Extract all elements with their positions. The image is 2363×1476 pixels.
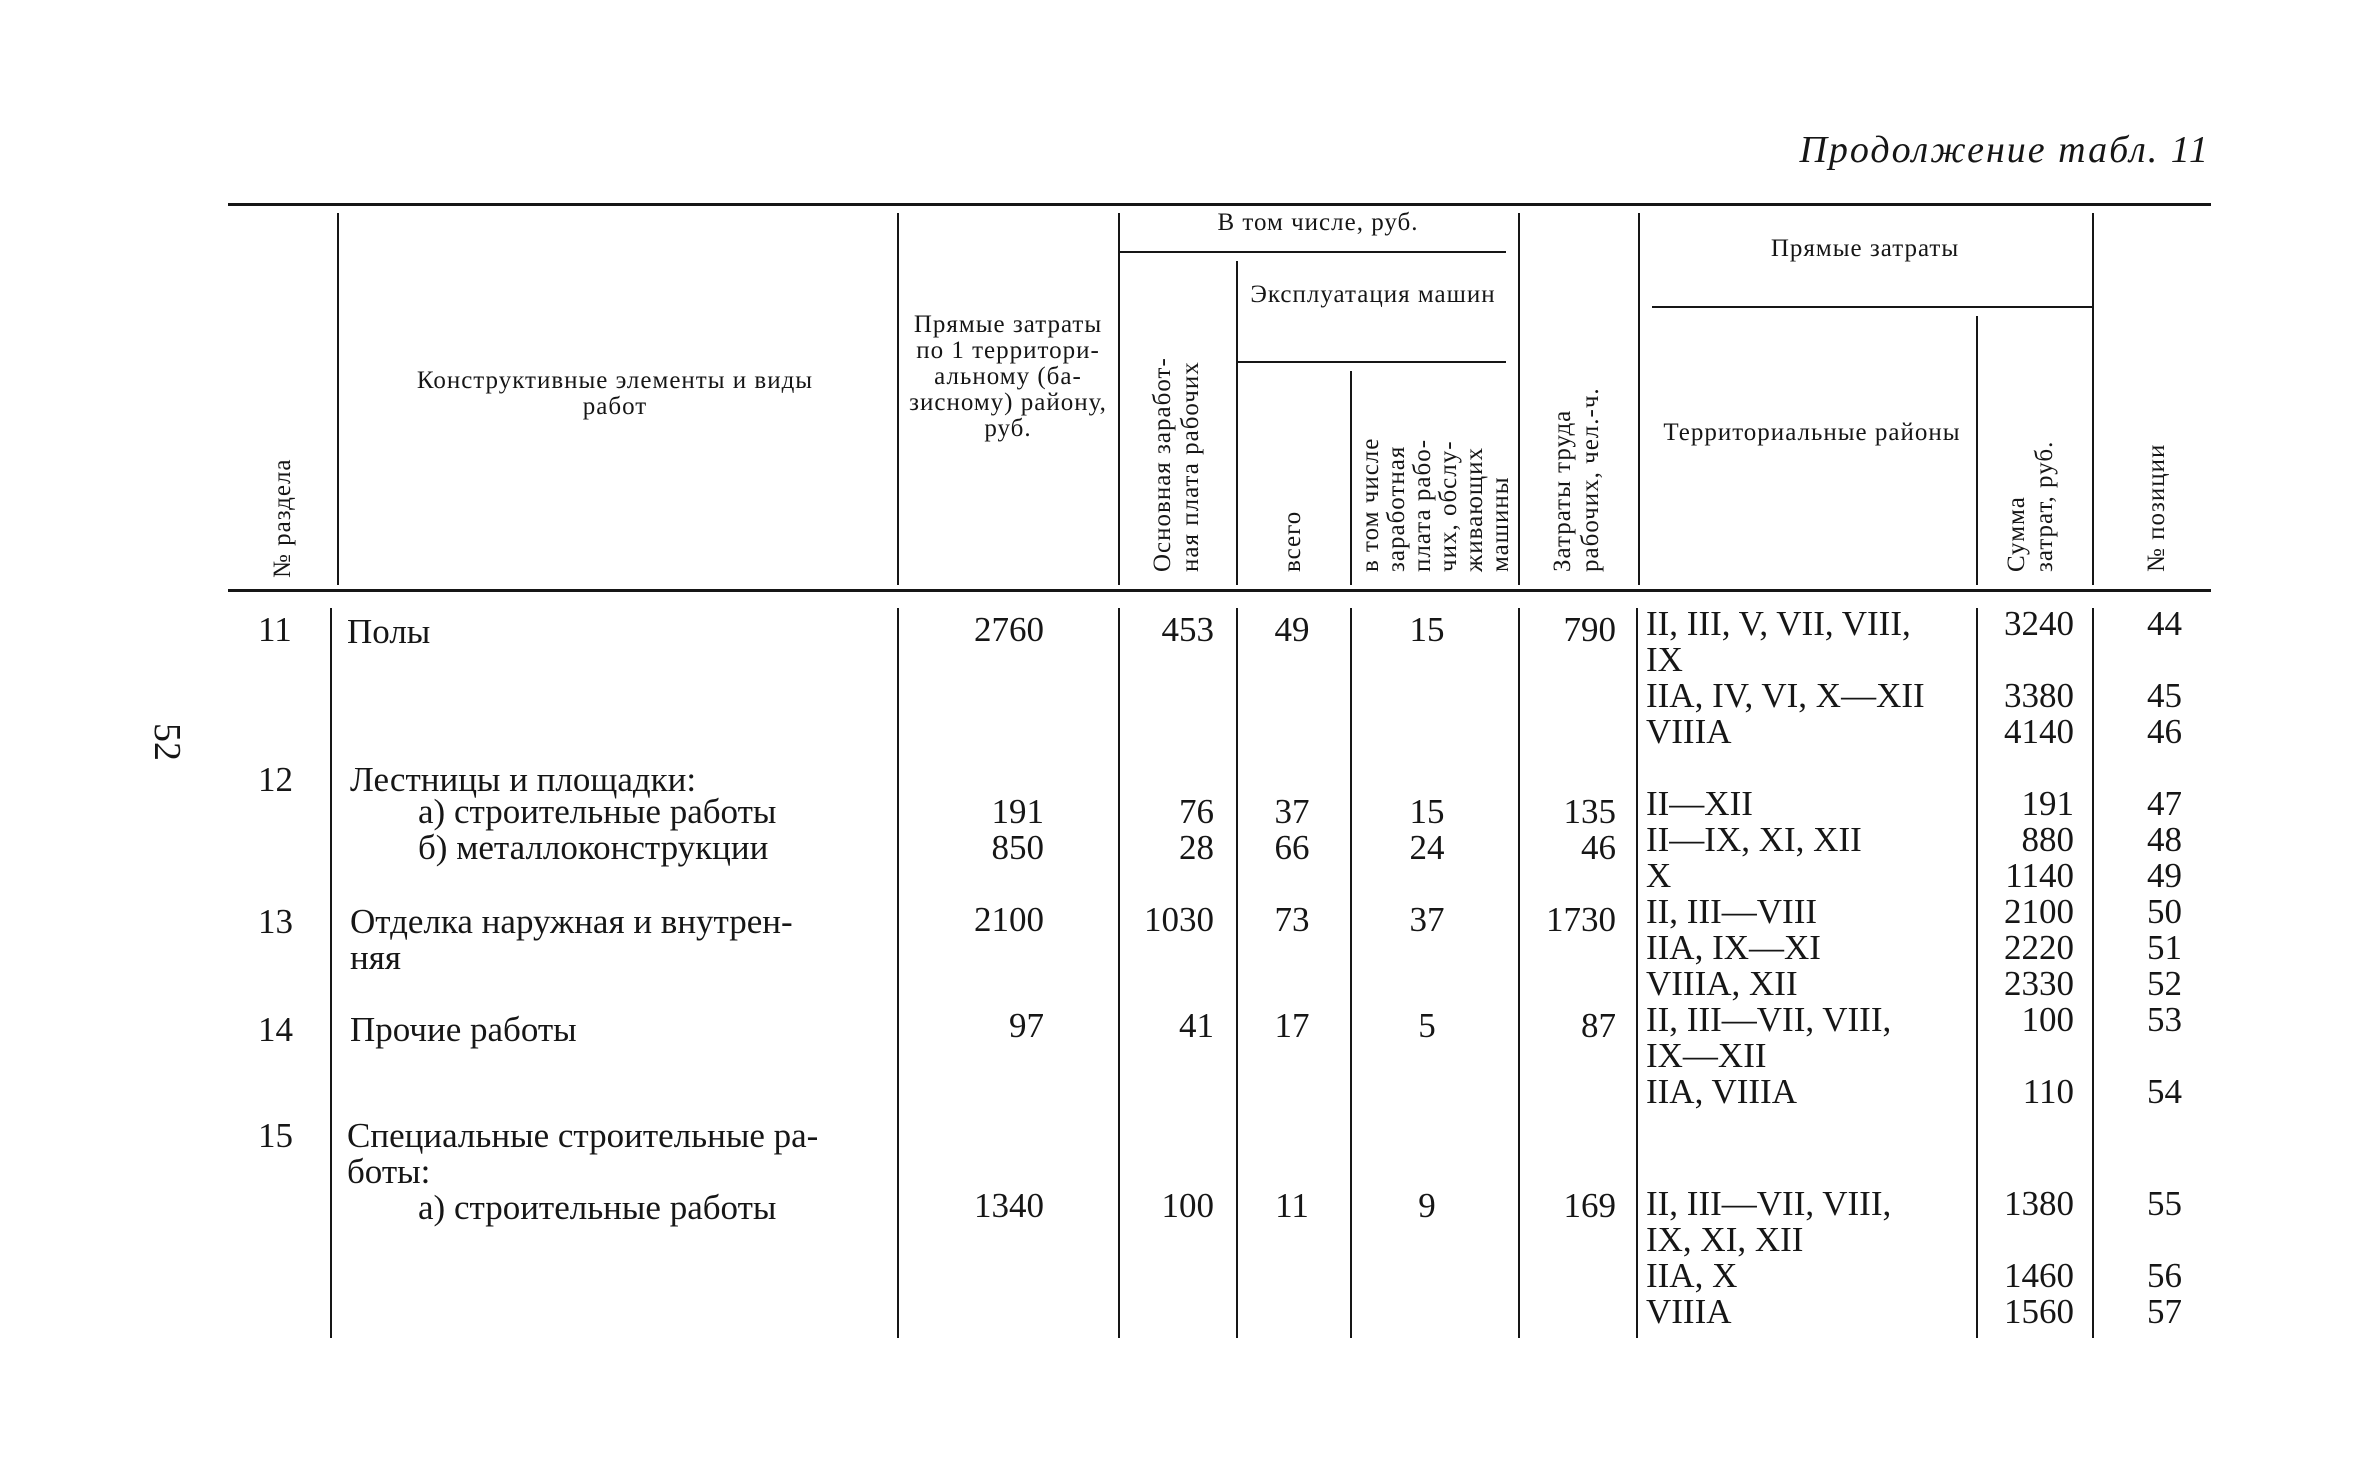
position-no: 47 [2147,784,2182,823]
page-number: 52 [146,723,188,761]
position-no: 49 [2147,856,2182,895]
work-name-cont: боты: [347,1152,431,1191]
header-col-divider [1976,316,1978,585]
sum-cost: 880 [2021,820,2074,859]
region-list: VIIIA [1646,712,1732,751]
machine-wage: 5 [1418,1006,1436,1045]
body-col-divider [1636,608,1638,1338]
direct-cost: 2760 [974,610,1044,649]
header-sum-costs-line2: затрат, руб. [2031,440,2058,572]
header-incl-wage-line2: заработная [1383,445,1410,572]
header-col-divider [1518,213,1520,585]
direct-cost: 850 [991,828,1044,867]
position-no: 45 [2147,676,2182,715]
region-list: II—XII [1646,784,1753,823]
work-name: Полы [347,612,431,651]
header-machine-operation: Эксплуатация машин [1250,281,1496,308]
position-no: 57 [2147,1292,2182,1331]
position-no: 53 [2147,1000,2182,1039]
machine-total: 11 [1275,1186,1309,1225]
base-wage: 100 [1161,1186,1214,1225]
position-no: 54 [2147,1072,2182,1111]
sum-cost: 110 [2022,1072,2074,1111]
machine-total: 66 [1274,828,1310,867]
body-col-divider [1518,608,1520,1338]
region-list: II, III—VII, VIII, [1646,1184,1892,1223]
position-no: 56 [2147,1256,2182,1295]
sum-cost: 2330 [2004,964,2074,1003]
sum-cost: 3240 [2004,604,2074,643]
header-direct-costs-zone1: Прямые затраты по 1 территори-альному (ба-зисному) району, руб. [909,311,1107,442]
header-incl-wage-line4: чих, обслу- [1435,440,1462,572]
header-col-divider [1236,261,1238,585]
header-position-no: № позиции [2143,443,2170,572]
position-no: 50 [2147,892,2182,931]
header-col-divider [1638,213,1640,585]
base-wage: 28 [1179,828,1214,867]
body-col-divider [1350,608,1352,1338]
region-list: IIA, X [1646,1256,1738,1295]
region-list-cont: IX—XII [1646,1036,1767,1075]
header-base-wage-line2: ная плата рабочих [1177,361,1204,572]
header-bottom-rule [228,589,2211,592]
machine-wage: 15 [1409,610,1445,649]
header-col-divider [1118,213,1120,585]
header-incl-wage-line3: плата рабо- [1409,438,1436,572]
header-including-rub: В том числе, руб. [1217,209,1419,236]
region-list: IIA, IV, VI, X—XII [1646,676,1925,715]
section-no: 11 [258,610,292,649]
section-no: 13 [258,902,293,941]
section-no: 12 [258,760,293,799]
region-list: IIA, IX—XI [1646,928,1821,967]
header-sum-costs-line1: Сумма [2003,496,2030,572]
work-name: Отделка наружная и внутрен- [350,902,793,941]
position-no: 46 [2147,712,2182,751]
body-col-divider [1236,608,1238,1338]
sum-cost: 191 [2021,784,2074,823]
base-wage: 41 [1179,1006,1214,1045]
header-col-divider [2092,213,2094,585]
header-machine-total: всего [1279,510,1306,572]
machine-wage: 24 [1409,828,1445,867]
direct-cost: 1340 [974,1186,1044,1225]
region-list: II, III—VII, VIII, [1646,1000,1892,1039]
labor-cost: 169 [1563,1186,1616,1225]
region-list-cont: IX, XI, XII [1646,1220,1804,1259]
header-incl-wage-line6: машины [1487,476,1514,572]
machine-total: 73 [1274,900,1310,939]
direct-cost: 97 [1009,1006,1044,1045]
machine-total: 37 [1274,792,1310,831]
header-labor-costs-line2: рабочих, чел.-ч. [1577,387,1604,572]
machine-wage: 15 [1409,792,1445,831]
body-col-divider [1118,608,1120,1338]
direct-cost: 2100 [974,900,1044,939]
sum-cost: 2220 [2004,928,2074,967]
body-col-divider [330,608,332,1338]
work-name: Лестницы и площадки: [350,760,697,799]
header-col-divider [897,213,899,585]
base-wage: 76 [1179,792,1214,831]
machine-total: 17 [1274,1006,1310,1045]
sum-cost: 4140 [2004,712,2074,751]
section-no: 15 [258,1116,293,1155]
base-wage: 1030 [1144,900,1214,939]
body-col-divider [897,608,899,1338]
table-continuation-caption: Продолжение табл. 11 [1799,129,2210,171]
region-list: II, III, V, VII, VIII, [1646,604,1911,643]
labor-cost: 135 [1563,792,1616,831]
header-elements: Конструктивные элементы и виды работ [416,367,814,420]
position-no: 44 [2147,604,2182,643]
sum-cost: 2100 [2004,892,2074,931]
direct-cost: 191 [991,792,1044,831]
position-no: 48 [2147,820,2182,859]
region-list: IIA, VIIIA [1646,1072,1797,1111]
region-list: X [1646,856,1672,895]
region-list-cont: IX [1646,640,1683,679]
header-base-wage-line1: Основная заработ- [1149,357,1176,572]
labor-cost: 87 [1581,1006,1616,1045]
work-name: а) строительные работы [418,1188,777,1227]
header-territorial-regions: Территориальные районы [1663,419,1961,446]
sum-cost: 1380 [2004,1184,2074,1223]
work-name: б) металлоконструкции [418,828,769,867]
header-col-divider [1350,371,1352,585]
work-name: Прочие работы [350,1010,577,1049]
machine-rule [1238,361,1506,363]
section-no: 14 [258,1010,293,1049]
position-no: 52 [2147,964,2182,1003]
header-labor-costs-line1: Затраты труда [1549,409,1576,572]
direct-costs-rule [1652,306,2092,308]
header-incl-wage-line1: в том числе [1357,437,1384,572]
region-list: VIIIA [1646,1292,1732,1331]
labor-cost: 46 [1581,828,1616,867]
labor-cost: 790 [1563,610,1616,649]
sum-cost: 100 [2021,1000,2074,1039]
header-incl-wage-line5: живающих [1461,446,1488,572]
sum-cost: 3380 [2004,676,2074,715]
sum-cost: 1140 [2005,856,2074,895]
sum-cost: 1560 [2004,1292,2074,1331]
table-top-rule [228,203,2211,206]
region-list: II—IX, XI, XII [1646,820,1862,859]
header-direct-costs: Прямые затраты [1770,235,1960,262]
region-list: VIIIA, XII [1646,964,1798,1003]
machine-total: 49 [1274,610,1310,649]
machine-wage: 9 [1418,1186,1436,1225]
region-list: II, III—VIII [1646,892,1818,931]
position-no: 51 [2147,928,2182,967]
header-col-divider [337,213,339,585]
including-rule [1118,251,1506,253]
position-no: 55 [2147,1184,2182,1223]
header-section-no: № раздела [269,458,296,578]
work-name: Специальные строительные ра- [347,1116,819,1155]
work-name-cont: няя [350,938,401,977]
sum-cost: 1460 [2004,1256,2074,1295]
base-wage: 453 [1161,610,1214,649]
work-name: а) строительные работы [418,792,777,831]
labor-cost: 1730 [1546,900,1616,939]
machine-wage: 37 [1409,900,1445,939]
